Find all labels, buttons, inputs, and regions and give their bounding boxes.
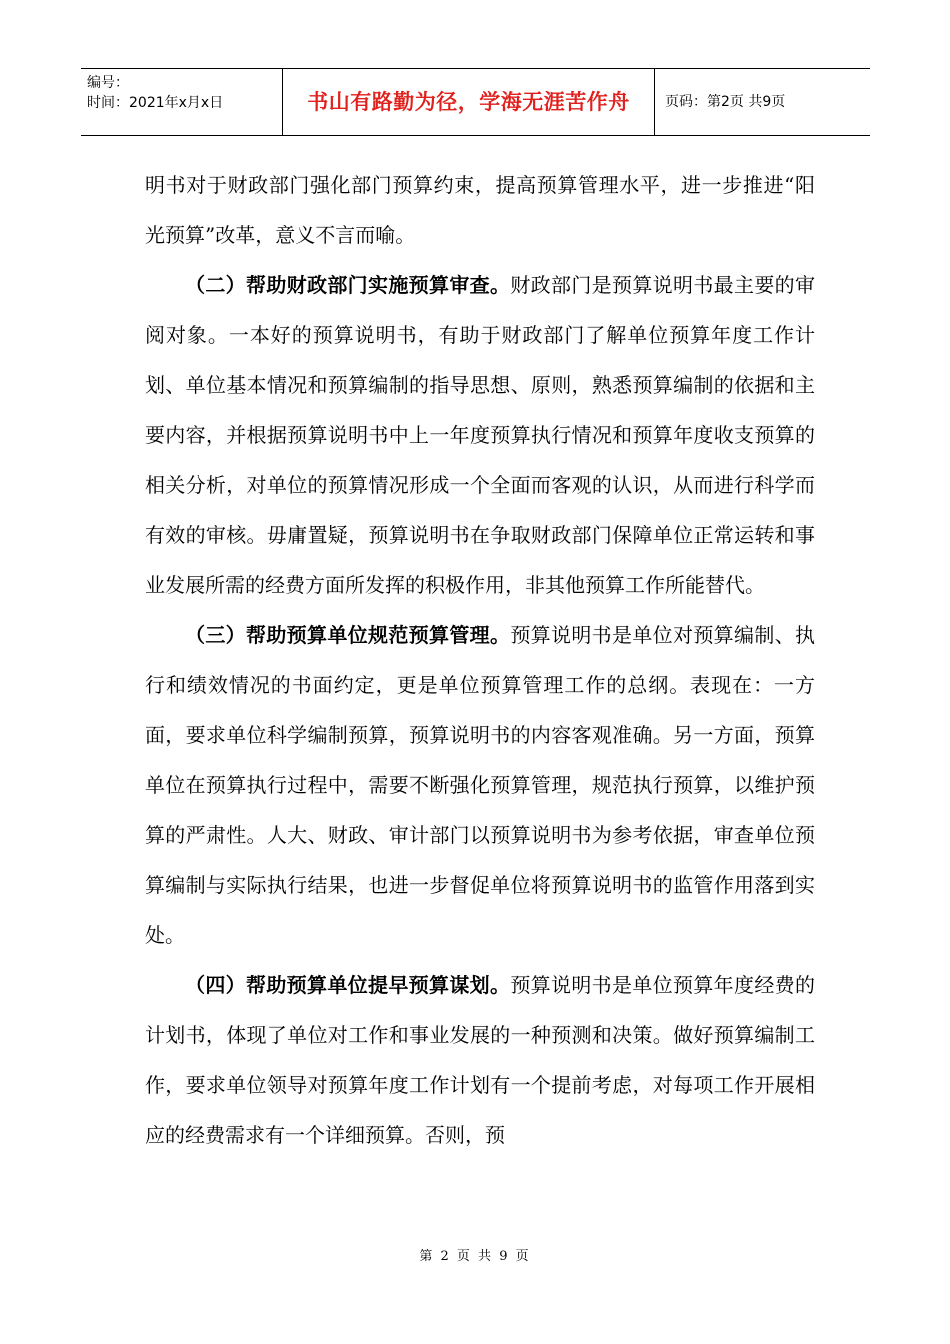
header-meta: [81, 69, 283, 135]
section-4-heading: （四）帮助预算单位提早预算谋划。: [185, 973, 511, 997]
paragraph-continuation: 明书对于财政部门强化部门预算约束，提高预算管理水平，进一步推进“阳光预算”改革，意义不言而喻。: [145, 173, 815, 247]
section-4-text: 预算说明书是单位预算年度经费的计划书，体现了单位对工作和事业发展的一种预测和决策。做好预算编制工作，要求单位领导对预算年度工作计划有一个提前考虑，对每项工作开展相应的经费需求有一个详细预算。否则，预: [145, 973, 816, 1147]
paragraph-section-4: [145, 960, 815, 1160]
section-3-text: 预算说明书是单位对预算编制、执行和绩效情况的书面约定，更是单位预算管理工作的总纲。表现在：一方面，要求单位科学编制预算，预算说明书的内容客观准确。另一方面，预算单位在预算执行过程中，需要不断强化预算管理，规范执行预算，以维护预算的严肃性。人大、财政、审计部门以预算说明书为参考依据，审查单位预算编制与实际执行结果，也进一步督促单位将预算说明书的监管作用落到实处。: [145, 623, 816, 947]
section-2-text: 财政部门是预算说明书最主要的审阅对象。一本好的预算说明书，有助于财政部门了解单位预算年度工作计划、单位基本情况和预算编制的指导思想、原则，熟悉预算编制的依据和主要内容，并根据预算说明书中上一年度预算执行情况和预算年度收支预算的相关分析，对单位的预算情况形成一个全面而客观的认识，从而进行科学而有效的审核。毋庸置疑，预算说明书在争取财政部门保障单位正常运转和事业发展所需的经费方面所发挥的积极作用，非其他预算工作所能替代。: [145, 273, 816, 597]
paragraph-section-3: [145, 610, 815, 960]
section-3-heading: （三）帮助预算单位规范预算管理。: [185, 623, 511, 647]
paragraph-section-2: [145, 260, 815, 610]
header-page-code: 页码：第2页 共9页: [665, 94, 786, 110]
section-2-heading: （二）帮助财政部门实施预算审查。: [185, 273, 511, 297]
page-header: [81, 68, 870, 136]
document-number-label: 编号：: [87, 75, 129, 91]
header-motto: 书山有路勤为径，学海无涯苦作舟: [283, 69, 655, 135]
document-body: [145, 160, 815, 1160]
document-time-label: 时间：2021年x月x日: [87, 95, 224, 111]
page-footer: 第 2 页 共 9 页: [419, 1249, 531, 1264]
